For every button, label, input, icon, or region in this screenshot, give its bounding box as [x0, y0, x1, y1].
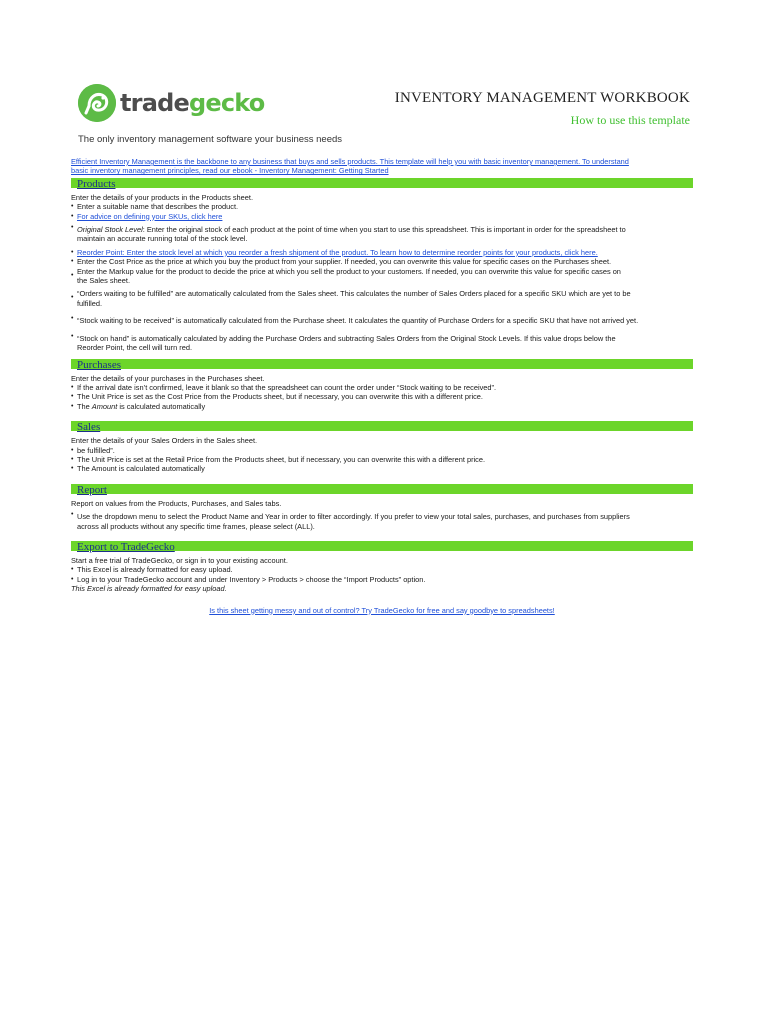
- list-item-text: The Unit Price is set as the Cost Price from the Products sheet, but if necessary, you can overwrite this with a different price.: [77, 392, 483, 402]
- list-item: [71, 402, 693, 411]
- section-header-sales: [71, 421, 693, 434]
- section-report: [71, 499, 693, 531]
- bullet-icon: •: [71, 383, 74, 391]
- list-item: [71, 257, 693, 266]
- section-intro: Enter the details of your Sales Orders in the Sales sheet.: [71, 436, 258, 446]
- list-item-text-line1: “Orders waiting to be fulfilled” are automatically calculated from the Sales sheet. This calculates the number of Sales Orders placed for a specific SKU which are yet to be: [77, 289, 631, 299]
- list-item: [71, 248, 693, 257]
- bullet-icon: •: [71, 446, 74, 454]
- bullet-icon: •: [71, 465, 74, 473]
- list-item: [71, 267, 693, 286]
- list-item: [71, 575, 693, 584]
- logo-wordmark-gecko: gecko: [188, 89, 265, 117]
- emphasis-text: Original Stock Level: [77, 225, 143, 235]
- bullet-icon: •: [71, 511, 74, 519]
- list-item-text: “Stock waiting to be received” is automatically calculated from the Purchase sheet. It calculates the quantity of Purchase Orders for a specific SKU that have not arrived yet.: [77, 316, 639, 326]
- bullet-icon: •: [71, 294, 74, 302]
- list-item: [71, 334, 693, 353]
- tradegecko-logo: [78, 82, 264, 124]
- logo-wordmark: [120, 91, 264, 115]
- section-purchases: [71, 374, 693, 412]
- emphasis-text: Amount: [91, 401, 118, 411]
- list-item: [71, 512, 693, 531]
- intro-line-1: Efficient Inventory Management is the backbone to any business that buys and sells products. This template will help you with basic inventory management. To understand: [71, 157, 629, 166]
- section-intro: Enter the details of your purchases in the Purchases sheet.: [71, 373, 265, 383]
- list-item-text: This Excel is already formatted for easy upload.: [77, 565, 233, 575]
- list-item-text-post: is calculated automatically: [117, 401, 206, 411]
- bullet-icon: •: [71, 224, 74, 232]
- list-item: [71, 392, 693, 401]
- list-item-text-line1: Enter the Markup value for the product to decide the price at which you sell the product to your customers. If needed, you can overwrite this value for specific cases on: [77, 266, 621, 276]
- list-item-text: [77, 334, 693, 353]
- section-intro: Enter the details of your products in the Products sheet.: [71, 192, 253, 202]
- bullet-icon: •: [71, 271, 74, 279]
- list-item-text: [77, 402, 693, 411]
- intro-ebook-link[interactable]: [71, 157, 693, 176]
- section-header-export: [71, 541, 693, 551]
- bullet-icon: •: [71, 455, 74, 463]
- list-item: [71, 383, 693, 392]
- list-item-text-line2: fulfilled.: [77, 298, 103, 308]
- export-note: This Excel is already formatted for easy upload.: [71, 584, 227, 594]
- bullet-icon: •: [71, 332, 74, 340]
- list-item-text-line2: across all products without any specific time frames, please select (ALL).: [77, 521, 315, 531]
- list-item: [71, 289, 693, 308]
- section-title-purchases[interactable]: Purchases: [77, 358, 121, 371]
- section-title-report[interactable]: Report: [77, 483, 107, 496]
- section-title-export[interactable]: Export to TradeGecko: [77, 540, 175, 553]
- list-item-text-line1: Use the dropdown menu to select the Product Name and Year in order to filter accordingly. If you prefer to view your total sales, purchases, and purchases from suppliers: [77, 512, 630, 522]
- list-item-text: The Unit Price is set at the Retail Price from the Products sheet, but if necessary, you can overwrite this with a different price.: [77, 454, 486, 464]
- list-item-text: [77, 267, 693, 286]
- list-item: [71, 225, 693, 244]
- logo-wordmark-trade: trade: [120, 89, 189, 117]
- list-item: [71, 455, 693, 464]
- list-item-text: [77, 225, 693, 244]
- page-title: INVENTORY MANAGEMENT WORKBOOK: [394, 90, 690, 106]
- bullet-icon: •: [71, 212, 74, 220]
- list-item: [71, 316, 693, 325]
- list-item: [71, 212, 693, 221]
- bullet-icon: •: [71, 203, 74, 211]
- bullet-icon: •: [71, 248, 74, 256]
- bullet-icon: •: [71, 566, 74, 574]
- list-item-text: The Amount is calculated automatically: [77, 464, 205, 474]
- section-title-products[interactable]: Products: [77, 177, 116, 190]
- section-title-sales[interactable]: Sales: [77, 421, 101, 434]
- instructions-content: [71, 157, 693, 615]
- try-tradegecko-link[interactable]: Is this sheet getting messy and out of control? Try TradeGecko for free and say goodbye to spreadsheets!: [209, 605, 555, 615]
- bullet-icon: •: [71, 315, 74, 323]
- gecko-logo-icon: [78, 84, 116, 122]
- reorder-point-link[interactable]: Reorder Point: Enter the stock level at which you reorder a fresh shipment of the product. To learn how to determine reorder points for your products, click here.: [77, 247, 598, 257]
- intro-line-2: basic inventory management principles, read our ebook - Inventory Management: Getting Started: [71, 166, 389, 176]
- bullet-icon: •: [71, 575, 74, 583]
- list-item: [71, 565, 693, 574]
- section-export: [71, 556, 693, 594]
- bullet-icon: •: [71, 258, 74, 266]
- how-to-use-link[interactable]: How to use this template: [570, 113, 690, 127]
- bullet-icon: •: [71, 402, 74, 410]
- section-intro: Report on values from the Products, Purchases, and Sales tabs.: [71, 498, 282, 508]
- section-intro: Start a free trial of TradeGecko, or sign in to your existing account.: [71, 555, 288, 565]
- list-item-text: [77, 289, 693, 308]
- list-item-text: Log in to your TradeGecko account and under Inventory > Products > choose the “Import Products” option.: [77, 574, 426, 584]
- list-item: [71, 464, 693, 473]
- list-item-text: Enter the Cost Price as the price at which you buy the product from your supplier. If needed, you can overwrite this value for specific cases on the Purchases sheet.: [77, 257, 612, 267]
- tagline: The only inventory management software your business needs: [78, 134, 343, 145]
- list-item-text-line2: the Sales sheet.: [77, 276, 131, 286]
- section-header-purchases: [71, 359, 693, 369]
- list-item-text: [77, 512, 693, 531]
- section-sales: [71, 436, 693, 474]
- section-header-products: [71, 178, 693, 188]
- list-item-text-line2: Reorder Point, the cell will turn red.: [77, 343, 193, 353]
- list-item-text-pre: The: [77, 401, 92, 411]
- list-item-text-line2: maintain an accurate running total of the stock level.: [77, 234, 248, 244]
- list-item-text-rest: : Enter the original stock of each product at the point of time when you start to use this spreadsheet. This is important in order for the spreadsheet to: [142, 225, 626, 235]
- list-item: [71, 202, 693, 211]
- list-item-text: be fulfilled”.: [77, 445, 115, 455]
- section-products: [71, 193, 693, 353]
- bullet-icon: •: [71, 393, 74, 401]
- list-item-text: If the arrival date isn’t confirmed, leave it blank so that the spreadsheet can count the order under “Stock waiting to be received”.: [77, 382, 497, 392]
- list-item-text: Enter a suitable name that describes the product.: [77, 202, 239, 212]
- list-item-text-line1: “Stock on hand” is automatically calculated by adding the Purchase Orders and subtracting Sales Orders from the Original Stock Levels. If this value drops below the: [77, 333, 616, 343]
- section-header-report: [71, 484, 693, 494]
- list-item: [71, 446, 693, 455]
- sku-advice-link[interactable]: For advice on defining your SKUs, click here: [77, 211, 223, 221]
